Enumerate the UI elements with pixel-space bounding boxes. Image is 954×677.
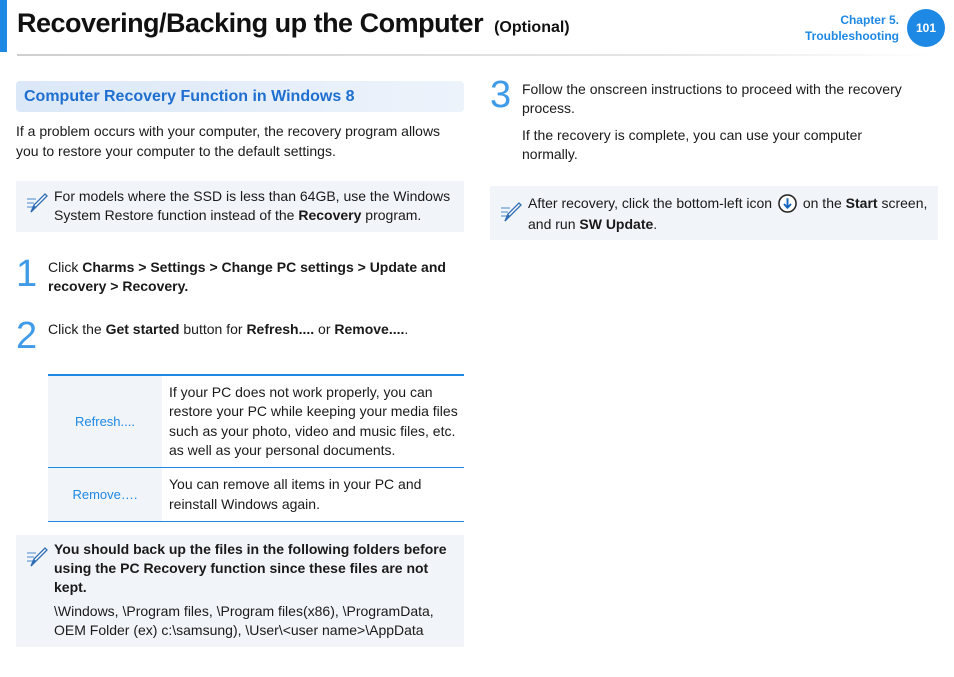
header-divider: [17, 54, 937, 56]
page-number-badge: 101: [907, 9, 945, 47]
option-remove-label: Remove….: [48, 468, 162, 522]
step-3-number: 3: [490, 74, 512, 116]
note-pencil-icon: [498, 200, 522, 224]
note-ssd-text: For models where the SSD is less than 64GB, use the Windows System Restore function instead of the Recovery program.: [54, 188, 451, 223]
note-backup-warning: You should back up the files in the following folders before using the PC Recovery function since these files are not kept.: [54, 541, 447, 595]
table-row: [48, 468, 464, 522]
chapter-label: [805, 12, 899, 44]
option-remove-description: You can remove all items in your PC and reinstall Windows again.: [169, 476, 422, 512]
note-after-recovery: [490, 186, 938, 240]
recovery-options-table: [48, 374, 464, 522]
page-title-text: Recovering/Backing up the Computer: [17, 8, 484, 38]
chapter-number: Chapter 5.: [840, 13, 899, 27]
step-3-line1: Follow the onscreen instructions to proceed with the recovery process.: [522, 81, 902, 116]
page-title-suffix: (Optional): [494, 19, 570, 36]
step-1-number: 1: [16, 253, 38, 295]
header-accent-bar: [0, 0, 7, 52]
down-arrow-circle-icon: [778, 194, 797, 213]
note-backup-paths: \Windows, \Program files, \Program files(x86), \ProgramData, OEM Folder (ex) c:\samsung), \User\<user name>\AppData: [54, 603, 434, 638]
option-refresh-label: Refresh....: [48, 375, 162, 468]
chapter-name: Troubleshooting: [805, 29, 899, 43]
step-1-text: Click Charms > Settings > Change PC settings > Update and recovery > Recovery.: [48, 259, 446, 294]
note-backup: [16, 535, 464, 647]
intro-paragraph: If a problem occurs with your computer, the recovery program allows you to restore your computer to the default settings.: [16, 123, 441, 159]
step-3-line2: If the recovery is complete, you can use your computer normally.: [522, 127, 863, 162]
page-title: [17, 8, 570, 39]
note-pencil-icon: [24, 545, 48, 569]
note-ssd: [16, 181, 464, 232]
table-row: [48, 375, 464, 468]
section-heading: Computer Recovery Function in Windows 8: [16, 81, 464, 112]
note-after-recovery-text: After recovery, click the bottom-left icon on the Start screen, and run SW Update.: [528, 195, 928, 232]
option-refresh-description: If your PC does not work properly, you can restore your PC while keeping your media files such as your photo, video and music files, etc. as well as your personal documents.: [162, 375, 464, 468]
note-pencil-icon: [24, 191, 48, 215]
step-2-text: Click the Get started button for Refresh.... or Remove.....: [48, 321, 409, 337]
step-2-number: 2: [16, 315, 38, 357]
